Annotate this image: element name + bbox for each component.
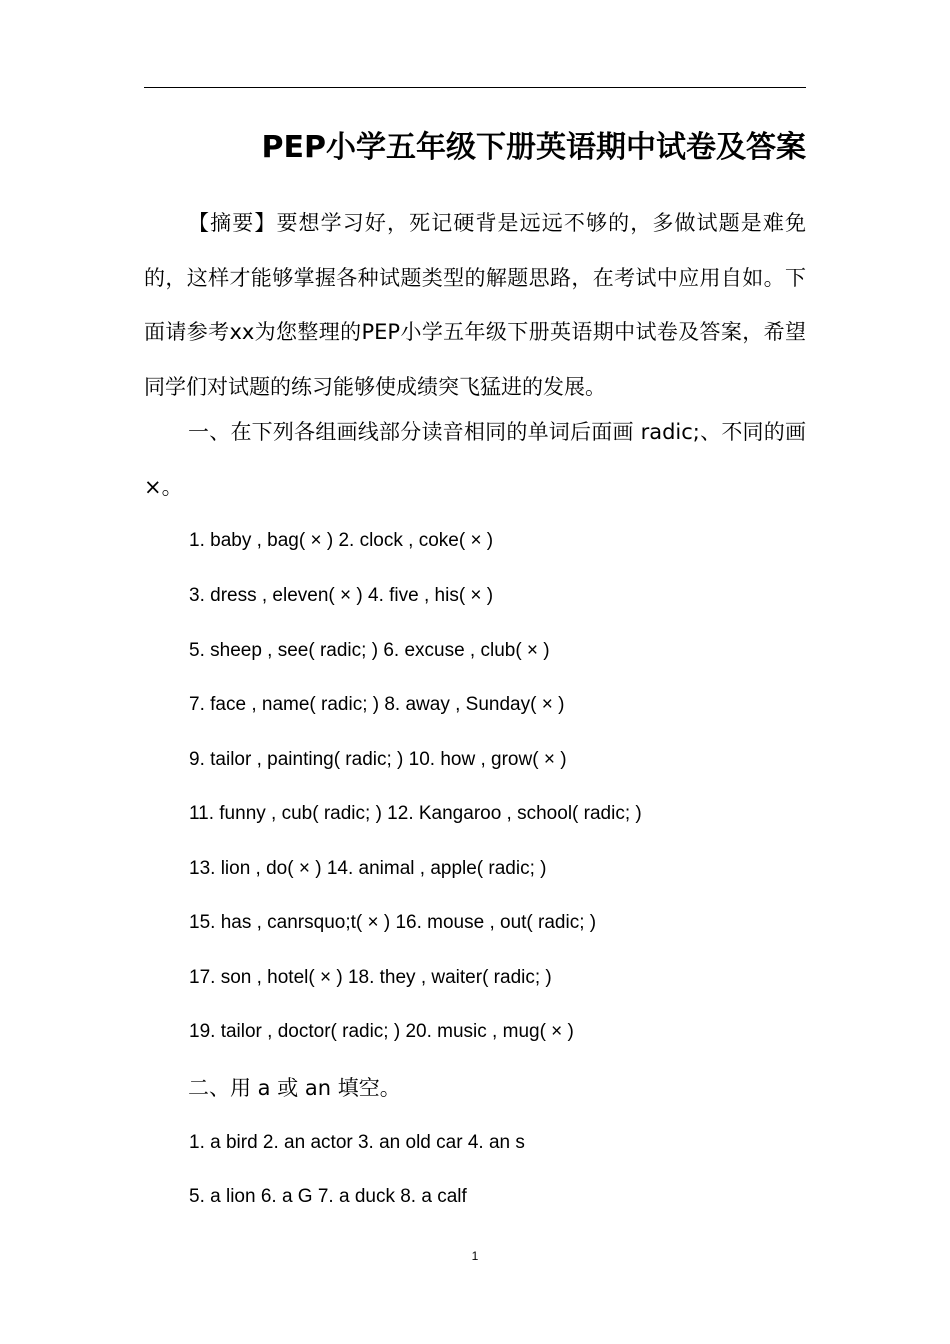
fill-line-1: 1. a bird 2. an actor 3. an old car 4. an s	[189, 1132, 525, 1153]
answer-line-10: 19. tailor , doctor( radic; ) 20. music , mug( × )	[189, 1021, 574, 1042]
answer-line-5: 9. tailor , painting( radic; ) 10. how , grow( × )	[189, 749, 567, 770]
answer-line-9: 17. son , hotel( × ) 18. they , waiter( radic; )	[189, 967, 552, 988]
header-rule	[144, 87, 806, 88]
abstract-paragraph: 【摘要】要想学习好，死记硬背是远远不够的，多做试题是难免的，这样才能够掌握各种试题类型的解题思路，在考试中应用自如。下面请参考xx为您整理的PEP小学五年级下册英语期中试卷及答案，希望同学们对试题的练习能够使成绩突飞猛进的发展。	[144, 211, 806, 399]
answer-line-4: 7. face , name( radic; ) 8. away , Sunday( × )	[189, 694, 565, 715]
document-title: PEP小学五年级下册英语期中试卷及答案	[261, 130, 806, 165]
section-1-heading: 一、在下列各组画线部分读音相同的单词后面画 radic;、不同的画×。	[144, 420, 806, 499]
answer-line-3: 5. sheep , see( radic; ) 6. excuse , club( × )	[189, 640, 550, 661]
page-number: 1	[471, 1249, 479, 1263]
answer-line-1: 1. baby , bag( × ) 2. clock , coke( × )	[189, 530, 494, 551]
answer-line-8: 15. has , canrsquo;t( × ) 16. mouse , out( radic; )	[189, 912, 597, 933]
section-2-heading: 二、用 a 或 an 填空。	[188, 1076, 401, 1100]
answer-line-7: 13. lion , do( × ) 14. animal , apple( radic; )	[189, 858, 547, 879]
fill-line-2: 5. a lion 6. a G 7. a duck 8. a calf	[189, 1186, 467, 1207]
answer-line-6: 11. funny , cub( radic; ) 12. Kangaroo , school( radic; )	[189, 803, 642, 824]
answer-line-2: 3. dress , eleven( × ) 4. five , his( × )	[189, 585, 494, 606]
